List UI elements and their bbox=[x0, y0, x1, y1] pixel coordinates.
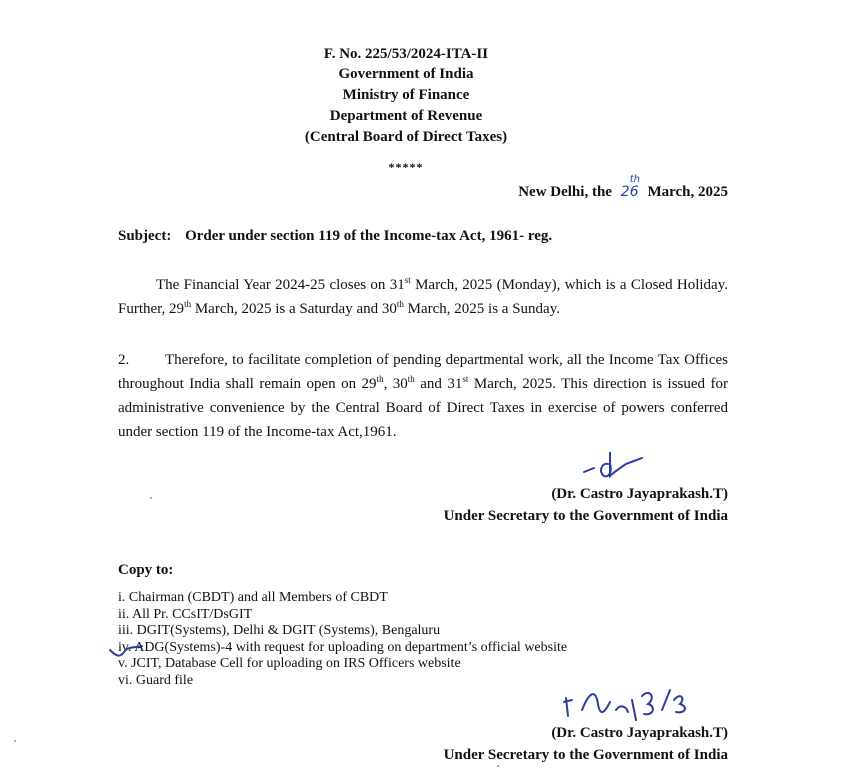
signatory-designation: Under Secretary to the Government of India bbox=[443, 508, 728, 524]
list-item: i. Chairman (CBDT) and all Members of CBDT bbox=[118, 590, 388, 605]
tick-mark-icon bbox=[108, 642, 148, 660]
speck bbox=[150, 497, 152, 499]
signatory-designation: Under Secretary to the Government of India bbox=[443, 747, 728, 763]
signatory-name: (Dr. Castro Jayaprakash.T) bbox=[551, 725, 728, 741]
para2-text-3: and 31 bbox=[414, 376, 463, 392]
handwritten-day-suffix: th bbox=[629, 174, 640, 185]
para1-text-3: March, 2025 is a Saturday and 30 bbox=[191, 301, 397, 317]
speck bbox=[14, 740, 16, 742]
subject-label: Subject: bbox=[118, 228, 172, 244]
para1-sup-1: st bbox=[404, 275, 411, 285]
department-line: Department of Revenue bbox=[329, 108, 483, 124]
paragraph-2 bbox=[118, 348, 728, 444]
government-line: Government of India bbox=[338, 66, 474, 82]
list-item: v. JCIT, Database Cell for uploading on IRS Officers website bbox=[118, 656, 461, 671]
para1-text-4: March, 2025 is a Sunday. bbox=[403, 301, 560, 317]
para1-text-2: March, 2025 (Monday), which is a Closed Holiday. Further, 29 bbox=[118, 277, 728, 317]
signature-block-1 bbox=[444, 483, 728, 527]
para2-text-2: , 30 bbox=[383, 376, 408, 392]
para2-sup-3: st bbox=[462, 374, 469, 384]
list-item: iv. ADG(Systems)-4 with request for uploading on department’s official website bbox=[118, 639, 568, 655]
subject-line bbox=[118, 228, 552, 245]
speck bbox=[497, 765, 499, 767]
list-item: iii. DGIT(Systems), Delhi & DGIT (Systems), Bengaluru bbox=[118, 623, 441, 638]
para1-sup-2: th bbox=[184, 299, 192, 309]
para1-text-1: The Financial Year 2024-25 closes on 31 bbox=[156, 277, 405, 293]
handwritten-day-number: 26 bbox=[620, 184, 639, 200]
signature-mark-icon bbox=[580, 450, 650, 486]
date-suffix: March, 2025 bbox=[643, 184, 728, 200]
copy-to-heading: Copy to: bbox=[118, 562, 174, 578]
signatory-name: (Dr. Castro Jayaprakash.T) bbox=[551, 486, 728, 502]
para2-text-1: Therefore, to facilitate completion of pending departmental work, all the Income Tax Offices throughout India shall remain open on 29 bbox=[118, 352, 728, 392]
list-item: ii. All Pr. CCsIT/DsGIT bbox=[118, 606, 253, 622]
para2-text-4: March, 2025. This direction is issued for administrative convenience by the Central Board of Direct Taxes in exercise of powers conferred under section 119 of the Income-tax Act,1961. bbox=[118, 376, 729, 440]
board-line: (Central Board of Direct Taxes) bbox=[304, 129, 508, 145]
date-prefix: New Delhi, the bbox=[518, 184, 616, 200]
para2-number: 2. bbox=[118, 352, 130, 368]
copy-to-list bbox=[118, 590, 567, 689]
paragraph-1 bbox=[118, 273, 728, 321]
para1-sup-3: th bbox=[396, 299, 404, 309]
para2-sup-2: th bbox=[407, 374, 415, 384]
para2-sup-1: th bbox=[376, 374, 384, 384]
handwritten-day bbox=[616, 174, 644, 200]
signature-block-2 bbox=[444, 722, 728, 766]
subject-text: Order under section 119 of the Income-tax Act, 1961- reg. bbox=[185, 228, 553, 244]
ministry-line: Ministry of Finance bbox=[342, 87, 470, 103]
file-number: F. No. 225/53/2024-ITA-II bbox=[323, 46, 489, 62]
date-line bbox=[518, 174, 728, 201]
separator-stars: ***** bbox=[388, 160, 424, 174]
list-item: vi. Guard file bbox=[118, 672, 194, 688]
